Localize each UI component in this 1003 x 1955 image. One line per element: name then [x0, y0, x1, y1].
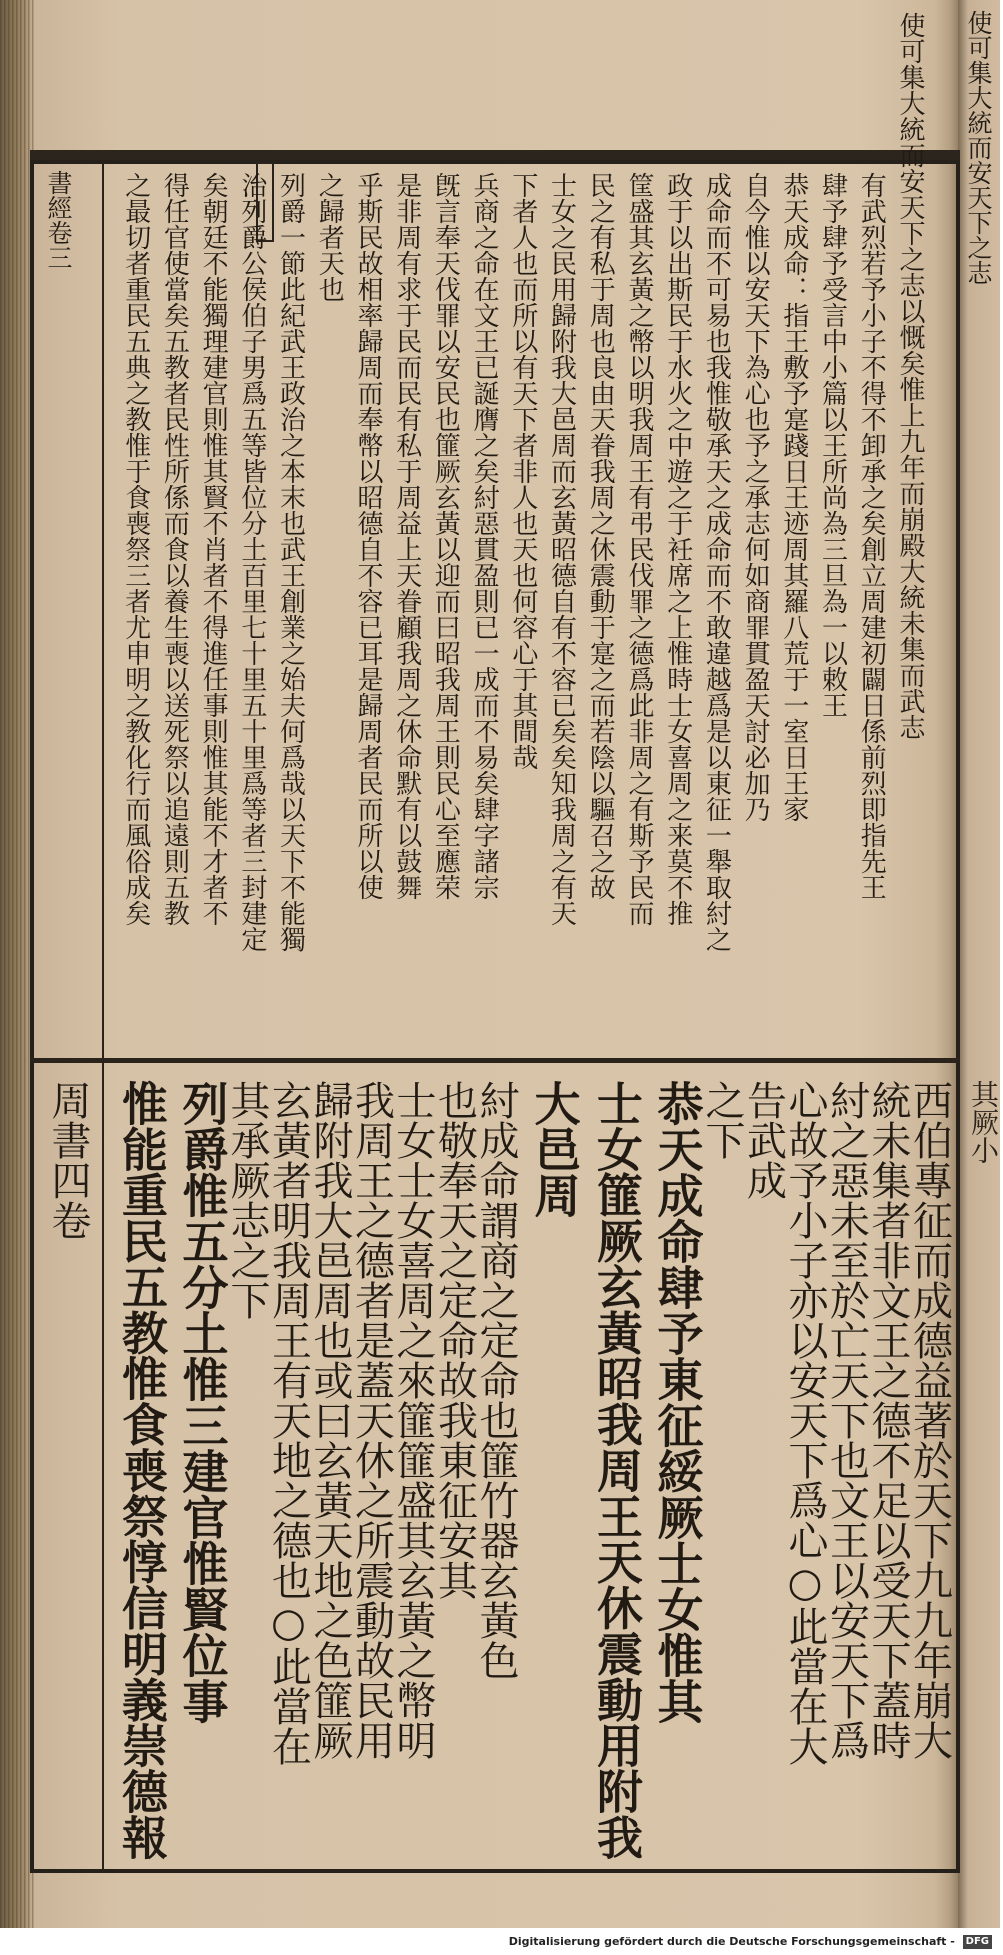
commentary-column: 是非周有求于民而民有私于周益上天眷顧我周之休命默有以鼓舞 — [391, 172, 422, 900]
annotation-column: 紂之惡未至於亡天下也文王以安天下爲 — [823, 1080, 870, 1760]
digitization-credit — [0, 1928, 1000, 1955]
commentary-column: 兵商之命在文王已誕膺之矣紂惡貫盈則已一成而不易矣肆字諸宗 — [469, 172, 500, 900]
commentary-column: 筐盛其玄黃之幣以明我周王有弔民伐罪之德爲此非周之有斯予民而 — [623, 172, 654, 926]
dfg-logo: DFG — [963, 1935, 992, 1949]
main-text-column: 列爵惟五分土惟三建官惟賢位事 — [175, 1080, 230, 1724]
annotation-column: 也敬奉天之定命故我東征安其 — [431, 1080, 478, 1600]
commentary-column: 矣朝廷不能獨理建官則惟其賢不肖者不得進任事則惟其能不才者不 — [198, 172, 229, 926]
margin-gutter — [30, 162, 104, 1873]
commentary-column: 士女之民用歸附我大邑周而玄黃昭德自有不容已矣矣知我周之有天 — [546, 172, 577, 926]
annotation-column: 我周王之德者是蓋天休之所震動故民用 — [348, 1080, 395, 1760]
annotation-column: 統未集者非文王之德不足以受天下蓋時 — [865, 1080, 911, 1760]
annotation-column: 西伯專征而成德益著於天下九九年崩大 — [906, 1080, 953, 1760]
commentary-column: 肆予肆予受言中小篇以王所尚為三旦為一以敕王 — [817, 172, 848, 718]
credit-text: Digitalisierung gefördert durch die Deutsche Forschungsgemeinschaft - — [508, 1935, 955, 1948]
commentary-column: 列爵一節此紀武王政治之本末也武王創業之始夫何爲哉以天下不能獨 — [275, 172, 306, 952]
commentary-column: 成命而不可易也我惟敬承天之成命而不敢違越爲是以東征一舉取紂之 — [701, 172, 732, 952]
commentary-column: 下者人也而所以有天下者非人也天也何容心于其間哉 — [507, 172, 538, 770]
facing-page-strip — [958, 0, 1000, 1928]
side-title: 書經卷三 — [44, 170, 73, 270]
commentary-column: 使可集大統而安天下之志以慨矣惟上九年而崩殿大統未集而武志 — [894, 12, 925, 740]
commentary-column: 恭天成命：指王敷予寔踐日王迹周其羅八荒于一室日王家 — [778, 172, 809, 822]
section-divider — [30, 1058, 960, 1063]
main-text-column: 惟能重民五教惟食喪祭惇信明義崇德報 — [115, 1080, 169, 1860]
facing-page-text: 其厥小 — [967, 1080, 1000, 1164]
commentary-column: 政于以出斯民于水火之中遊之于衽席之上惟時士女喜周之来莫不推 — [662, 172, 693, 926]
commentary-column: 自今惟以安天下為心也予之承志何如商罪貫盈天討必加乃 — [740, 172, 771, 822]
annotation-column: 士女士女喜周之來篚篚盛其玄黃之幣明 — [390, 1080, 436, 1760]
annotation-column: 之下 — [699, 1080, 745, 1160]
commentary-column: 民之有私于周也良由天眷我周之休震動于寔之而若陰以驅召之故 — [585, 172, 616, 900]
main-text-column: 士女篚厥玄黃昭我周王天休震動用附我 — [590, 1080, 644, 1860]
top-line-text: 使可集大統而安天下之志 — [964, 10, 993, 285]
annotation-column: 玄黃者明我周王有天地之德也○此當在 — [265, 1080, 312, 1766]
commentary-column: 之最切者重民五典之教惟于食喪祭三者尤申明之教化行而風俗成矣 — [120, 172, 151, 926]
annotation-column: 其承厥志之下 — [224, 1080, 270, 1320]
commentary-column: 乎斯民故相率歸周而奉幣以昭德自不容已耳是歸周者民而所以使 — [352, 172, 383, 900]
main-text-column: 恭天成命肆予東征綏厥士女惟其 — [650, 1080, 705, 1724]
side-title-lower: 周書四卷 — [45, 1080, 91, 1240]
main-text-column: 大邑周 — [527, 1080, 582, 1218]
commentary-column: 得任官使當矣五教者民性所係而食以養生喪以送死祭以追遠則五教 — [159, 172, 190, 926]
annotation-column: 心故予小子亦以安天下爲心○此當在大 — [782, 1080, 828, 1766]
annotation-column: 紂成命謂商之定命也篚竹器玄黃色 — [473, 1080, 519, 1680]
commentary-column: 有武烈若予小子不得不卸承之矣創立周建初闢日係前烈即指先王 — [856, 172, 887, 900]
commentary-column: 治列爵公侯伯子男爲五等皆位分土百里七十里五十里爲等者三封建定 — [236, 172, 267, 952]
commentary-column: 之歸者天也 — [314, 172, 345, 302]
commentary-column: 旣言奉天伐罪以安民也篚厥玄黃以迎而曰昭我周王則民心至應荣 — [430, 172, 461, 900]
annotation-column: 告武成 — [740, 1080, 787, 1200]
annotation-column: 歸附我大邑周也或曰玄黃天地之色篚厥 — [307, 1080, 353, 1760]
